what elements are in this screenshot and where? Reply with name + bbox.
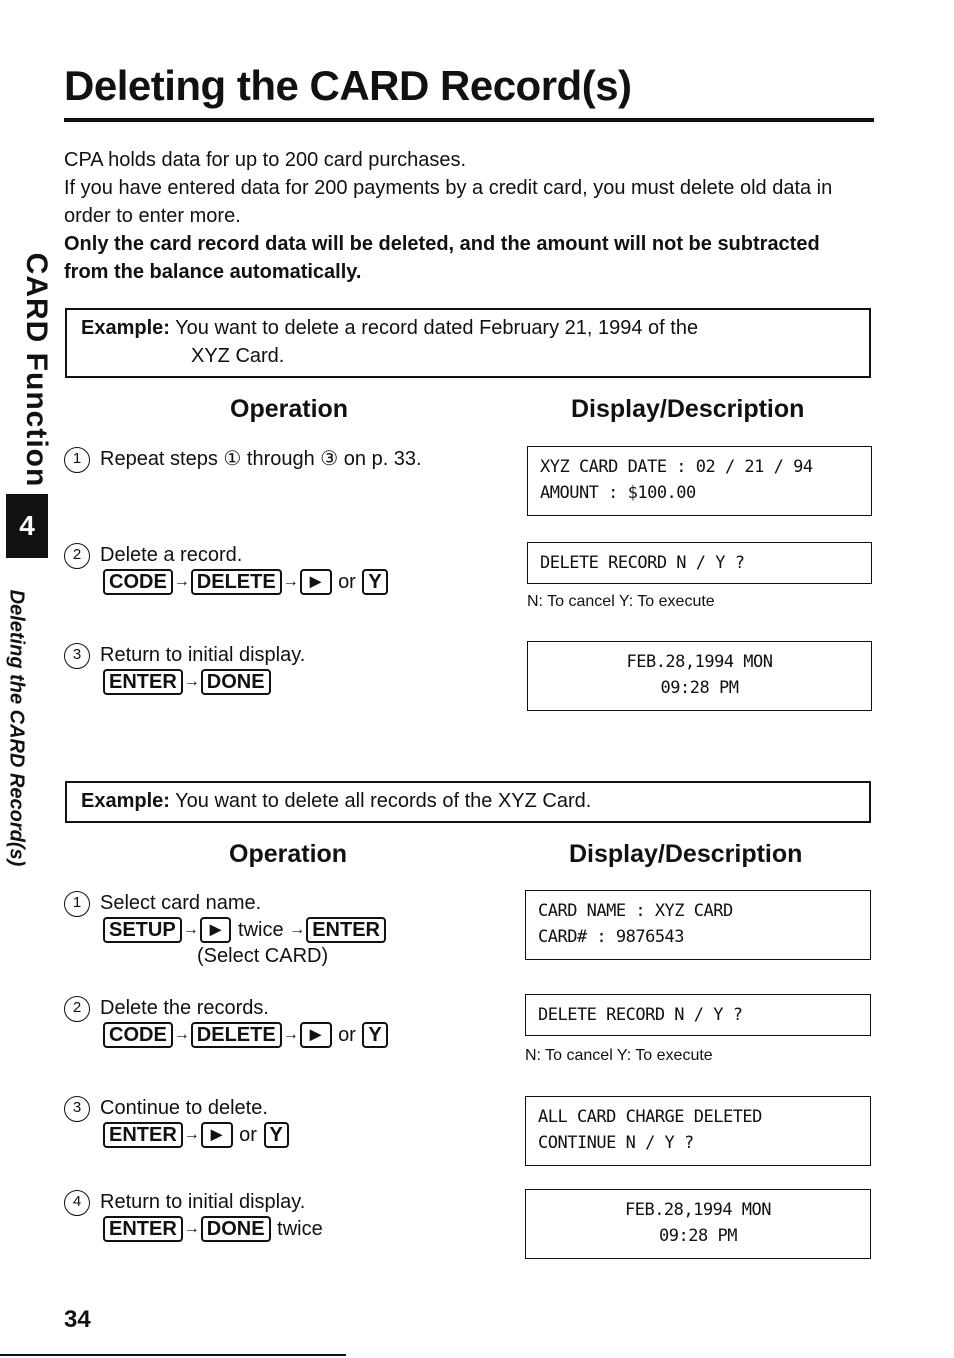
step-subtext: (Select CARD) [197,945,329,968]
y-key[interactable]: Y [264,1122,289,1148]
display-note: N: To cancel Y: To execute [525,1047,713,1064]
display-heading: Display/Description [571,395,805,423]
step-text: Repeat steps ① through ③ on p. 33. [100,448,422,470]
lcd-display [527,446,872,516]
lcd-line: CARD# : 9876543 [538,927,685,947]
intro-warning: Only the card record data will be deleted, and the amount will not be subtracted from the balance automatically. [64,233,820,283]
lcd-line: 09:28 PM [660,678,739,698]
right-arrow-key[interactable]: ► [300,1022,332,1048]
or-text: or [239,1123,257,1146]
intro-text [64,146,864,286]
operation-heading: Operation [230,395,349,423]
delete-key[interactable]: DELETE [191,1022,282,1048]
step-text: Select card name. [100,892,262,914]
or-text: or [338,570,356,593]
section-label: Deleting the CARD Record(s) [5,589,28,867]
setup-key[interactable]: SETUP [103,917,182,943]
example-box-2 [65,781,871,823]
lcd-line: FEB.28,1994 MON [624,1200,772,1220]
step-number: 1 [64,891,90,917]
step-2 [64,995,389,1048]
step-text: Return to initial display. [100,1191,306,1213]
example-text: You want to delete all records of the XYZ Card. [175,790,592,812]
arrow-icon: → [173,573,190,591]
lcd-display [525,1096,871,1166]
lcd-display [527,641,872,711]
page-title: Deleting the CARD Record(s) [64,62,632,109]
step-number: 3 [64,1096,90,1122]
step-number: 4 [64,1190,90,1216]
right-arrow-key[interactable]: ► [201,1122,233,1148]
right-arrow-key[interactable]: ► [200,917,232,943]
enter-key[interactable]: ENTER [103,1122,183,1148]
intro-line-1: CPA holds data for up to 200 card purchases. [64,149,467,171]
code-key[interactable]: CODE [103,1022,173,1048]
step-number: 2 [64,996,90,1022]
footer-rule [0,1354,346,1356]
step-text: Delete a record. [100,544,243,566]
twice-text: twice [277,1217,323,1240]
arrow-icon: → [282,1026,299,1044]
lcd-line: DELETE RECORD N / Y ? [540,553,745,573]
example-label: Example: [81,317,170,339]
step-text: Continue to delete. [100,1097,268,1119]
enter-key[interactable]: ENTER [306,917,386,943]
lcd-display [525,994,871,1036]
operation-heading: Operation [229,840,348,868]
lcd-line: DELETE RECORD N / Y ? [538,1005,743,1025]
arrow-icon: → [282,573,299,591]
example-box-1 [65,308,871,378]
step-text: Return to initial display. [100,644,306,666]
display-note: N: To cancel Y: To execute [527,593,715,610]
enter-key[interactable]: ENTER [103,1216,183,1242]
delete-key[interactable]: DELETE [191,569,282,595]
lcd-line: ALL CARD CHARGE DELETED [538,1107,762,1127]
step-3 [64,1095,290,1148]
lcd-line: XYZ CARD DATE : 02 / 21 / 94 [540,457,813,477]
example-text: You want to delete a record dated February 21, 1994 of the [175,317,699,339]
lcd-display [525,1189,871,1259]
y-key[interactable]: Y [362,1022,387,1048]
display-heading: Display/Description [569,840,803,868]
arrow-icon: → [173,1026,190,1044]
title-rule [64,118,874,122]
step-4 [64,1189,323,1242]
step-number: 2 [64,543,90,569]
done-key[interactable]: DONE [201,669,271,695]
intro-line-2: If you have entered data for 200 payments by a credit card, you must delete old data in order to enter more. [64,177,833,227]
right-arrow-key[interactable]: ► [300,569,332,595]
lcd-display [527,542,872,584]
done-key[interactable]: DONE [201,1216,271,1242]
step-3 [64,642,305,695]
chapter-tab: 4 [6,494,48,558]
example-text-cont: XYZ Card. [191,345,285,367]
arrow-icon: → [182,921,199,939]
lcd-line: AMOUNT : $100.00 [540,483,696,503]
step-1 [64,446,422,473]
lcd-line: 09:28 PM [659,1226,737,1246]
step-text: Delete the records. [100,997,269,1019]
lcd-line: CONTINUE N / Y ? [538,1133,694,1153]
arrow-icon: → [183,1126,200,1144]
enter-key[interactable]: ENTER [103,669,183,695]
step-1 [64,890,387,969]
code-key[interactable]: CODE [103,569,173,595]
lcd-line: CARD NAME : XYZ CARD [538,901,733,921]
example-label: Example: [81,790,170,812]
arrow-icon: → [183,673,200,691]
step-2 [64,542,389,595]
y-key[interactable]: Y [362,569,387,595]
twice-text: twice [238,918,284,941]
or-text: or [338,1023,356,1046]
arrow-icon: → [289,921,306,939]
lcd-display [525,890,871,960]
step-number: 1 [64,447,90,473]
lcd-line: FEB.28,1994 MON [626,652,773,672]
arrow-icon: → [183,1220,200,1238]
step-number: 3 [64,643,90,669]
chapter-label: CARD Function [20,252,53,488]
page-number: 34 [64,1306,91,1333]
